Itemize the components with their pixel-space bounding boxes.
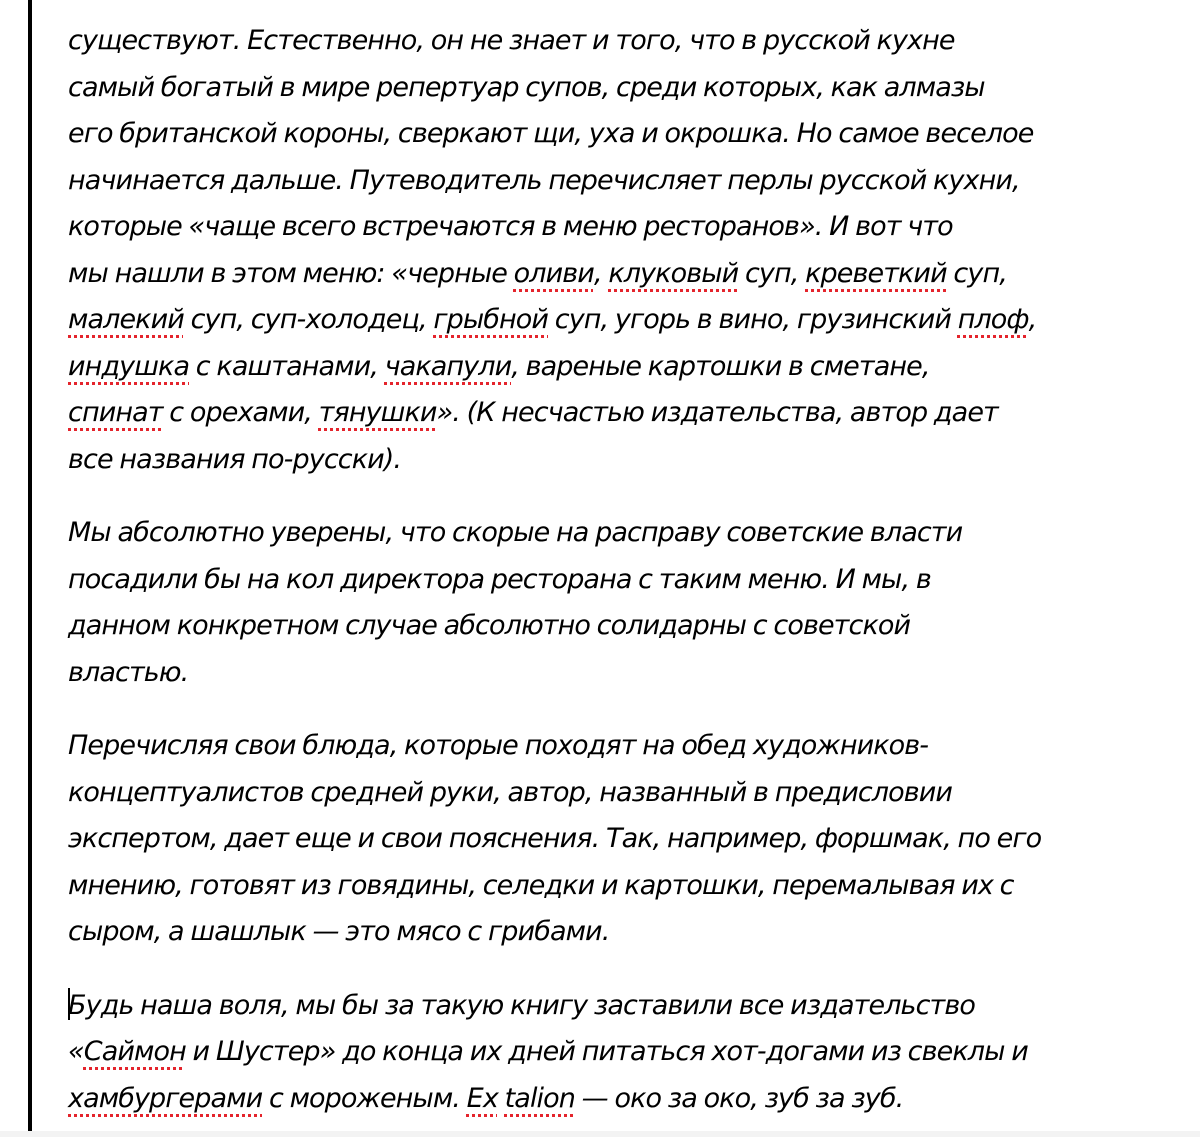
text-segment: , вареные картошки в сметане, [511, 350, 930, 382]
paragraph-4[interactable] [68, 983, 1148, 1123]
text-line [68, 1029, 1148, 1076]
misspelled-word[interactable]: тянушки [318, 397, 437, 428]
text-line [68, 390, 1148, 437]
text-line: Мы абсолютно уверены, что скорые на расправу советские власти [68, 517, 963, 548]
text-segment: — око за око, зуб за зуб. [574, 1082, 904, 1114]
text-segment: ». (К несчастью издательства, автор дает [436, 397, 998, 428]
text-line: все названия по-русски). [68, 443, 402, 475]
text-line: посадили бы на кол директора ресторана с таким меню. И мы, в [68, 563, 931, 595]
text-segment: и Шустер» до конца их дней питаться хот-догами из свеклы и [185, 1036, 1028, 1067]
text-line: сыром, а шашлык — это мясо с грибами. [68, 916, 610, 947]
misspelled-word[interactable]: креветкий [805, 257, 947, 289]
misspelled-word[interactable]: хамбургерами [68, 1082, 263, 1114]
text-line: концептуалистов средней руки, автор, названный в предисловии [68, 776, 953, 808]
text-segment: мы нашли в этом меню: «черные [68, 257, 514, 289]
misspelled-word[interactable]: оливи [513, 257, 594, 289]
paragraph-2[interactable] [68, 510, 1148, 696]
text-segment: суп, суп-холодец, [183, 304, 434, 335]
text-segment: , [593, 257, 609, 289]
article-body[interactable] [68, 18, 1148, 1122]
misspelled-word[interactable]: чакапули [384, 350, 512, 382]
misspelled-word[interactable]: спинат [68, 397, 163, 428]
text-line [68, 983, 1148, 1030]
misspelled-word[interactable]: клуковый [608, 257, 739, 289]
misspelled-word[interactable]: индушка [68, 350, 190, 382]
text-segment [498, 1083, 505, 1114]
misspelled-word[interactable]: малекий [68, 304, 184, 335]
misspelled-word[interactable]: talion [504, 1082, 575, 1114]
text-segment: с каштанами, [189, 350, 385, 382]
text-line [68, 344, 1148, 391]
text-segment: Будь наша воля, мы бы за такую книгу заставили все издательство [68, 989, 975, 1021]
text-line [68, 297, 1148, 344]
text-segment: , [1028, 304, 1037, 335]
text-line [68, 1076, 1148, 1123]
text-segment: суп, [946, 257, 1007, 289]
blockquote-bar [28, 0, 32, 1137]
misspelled-word[interactable]: Саймон [83, 1036, 186, 1067]
text-line: данном конкретном случае абсолютно солидарны с советской [68, 610, 911, 641]
text-line: властью. [68, 656, 189, 688]
misspelled-word[interactable]: Ex [466, 1082, 498, 1114]
text-line: мнению, готовят из говядины, селедки и картошки, перемалывая их с [68, 869, 1014, 901]
misspelled-word[interactable]: грыбной [433, 304, 549, 335]
text-line: существуют. Естественно, он не знает и того, что в русской кухне [68, 25, 955, 56]
text-line: его британской короны, сверкают щи, уха и окрошка. Но самое веселое [68, 118, 1034, 149]
text-segment: с орехами, [162, 397, 319, 428]
text-line: которые «чаще всего встречаются в меню ресторанов». И вот что [68, 211, 953, 242]
bottom-scroll-edge [0, 1131, 1200, 1137]
paragraph-1[interactable] [68, 18, 1148, 483]
text-line [68, 251, 1148, 298]
text-segment: суп, угорь в вино, грузинский [548, 304, 958, 335]
text-line: самый богатый в мире репертуар супов, среди которых, как алмазы [68, 71, 985, 103]
text-segment: « [68, 1036, 84, 1067]
text-line: Перечисляя свои блюда, которые походят на обед художников- [68, 730, 929, 761]
text-line: начинается дальше. Путеводитель перечисляет перлы русской кухни, [68, 164, 1020, 196]
misspelled-word[interactable]: плоф [957, 304, 1029, 335]
text-line: экспертом, дает еще и свои пояснения. Так, например, форшмак, по его [68, 823, 1042, 854]
text-segment: суп, [738, 257, 806, 289]
text-segment: с мороженым. [262, 1082, 467, 1114]
paragraph-3[interactable] [68, 723, 1148, 956]
